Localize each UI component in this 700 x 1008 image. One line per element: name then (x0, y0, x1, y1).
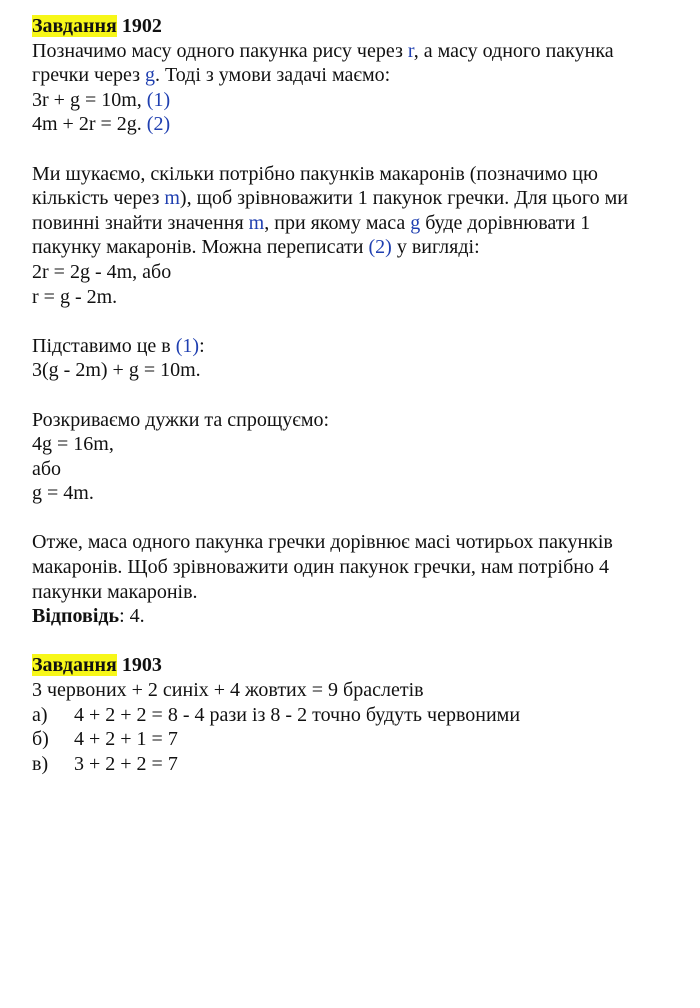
list-item-text: 4 + 2 + 2 = 8 - 4 рази із 8 - 2 точно будуть червоними (74, 703, 521, 726)
variable-m: m (248, 211, 265, 234)
equation-ref: (2) (146, 113, 171, 136)
text-line (32, 334, 682, 359)
text-span: , при якому маса (264, 211, 411, 234)
text-line: або (32, 457, 62, 480)
answer-value: : 4. (119, 605, 145, 628)
text-span: гречки через (32, 64, 146, 87)
task-1903-heading (32, 653, 682, 678)
variable-m: m (164, 187, 180, 210)
variable-g: g (145, 64, 156, 87)
list-item-label: а) (32, 703, 48, 726)
equation-6: 4g = 16m, (32, 433, 114, 456)
text-span: : (199, 334, 205, 357)
text-span: . Тоді з умови задачі маємо: (155, 64, 391, 87)
text-line: Ми шукаємо, скільки потрібно пакунків макаронів (позначимо цю (32, 162, 598, 185)
task-1902-heading (32, 14, 682, 39)
text-span: ), щоб зрівноважити 1 пакунок гречки. Для цього ми (179, 187, 628, 210)
equation-text: 4m + 2r = 2g. (32, 113, 147, 136)
equation-4: r = g - 2m. (32, 285, 118, 308)
equation-3: 2r = 2g - 4m, або (32, 260, 172, 283)
list-item-label: в) (32, 752, 49, 775)
text-line (32, 63, 682, 88)
text-line: 3 червоних + 2 синіх + 4 жовтих = 9 браслетів (32, 679, 424, 702)
task-heading-number: 1903 (116, 654, 162, 677)
equation-ref: (1) (175, 334, 200, 357)
task-heading-number: 1902 (116, 15, 162, 37)
variable-g: g (410, 211, 421, 234)
text-line: пакунки макаронів. (32, 580, 198, 603)
equation-ref: (2) (368, 236, 392, 259)
text-span: у вигляді: (391, 236, 480, 259)
task-heading-label: Завдання (32, 654, 117, 677)
text-line (32, 186, 682, 211)
text-line: макаронів. Щоб зрівноважити один пакунок гречки, нам потрібно 4 (32, 556, 609, 579)
text-span: пакунку макаронів. Можна переписати (32, 236, 369, 259)
list-item-label: б) (32, 728, 49, 751)
equation-7: g = 4m. (32, 482, 94, 505)
answer-line (32, 604, 682, 629)
equation-5: 3(g - 2m) + g = 10m. (32, 359, 201, 382)
variable-r: r (407, 39, 414, 62)
text-span: , а масу одного пакунка (413, 39, 614, 62)
text-line: Отже, маса одного пакунка гречки дорівнює масі чотирьох пакунків (32, 531, 613, 554)
text-line (32, 235, 682, 260)
text-span: Підставимо це в (32, 334, 176, 357)
equation-2 (32, 112, 682, 137)
text-span: буде дорівнювати 1 (420, 211, 591, 234)
list-item-text: 4 + 2 + 1 = 7 (74, 728, 178, 751)
equation-ref: (1) (146, 88, 171, 111)
list-item (32, 727, 682, 752)
text-span: Позначимо масу одного пакунка рису через (32, 39, 408, 62)
text-span: повинні знайти значення (32, 211, 249, 234)
task-heading-label: Завдання (32, 15, 117, 37)
list-item (32, 752, 682, 777)
text-line (32, 211, 682, 236)
answer-label: Відповідь (32, 605, 120, 628)
text-span: кількість через (32, 187, 165, 210)
list-item (32, 703, 682, 728)
list-item-text: 3 + 2 + 2 = 7 (74, 752, 178, 775)
equation-text: 3r + g = 10m, (32, 88, 147, 111)
equation-1 (32, 88, 682, 113)
text-line (32, 39, 682, 64)
text-line: Розкриваємо дужки та спрощуємо: (32, 408, 330, 431)
document-page (32, 14, 682, 776)
